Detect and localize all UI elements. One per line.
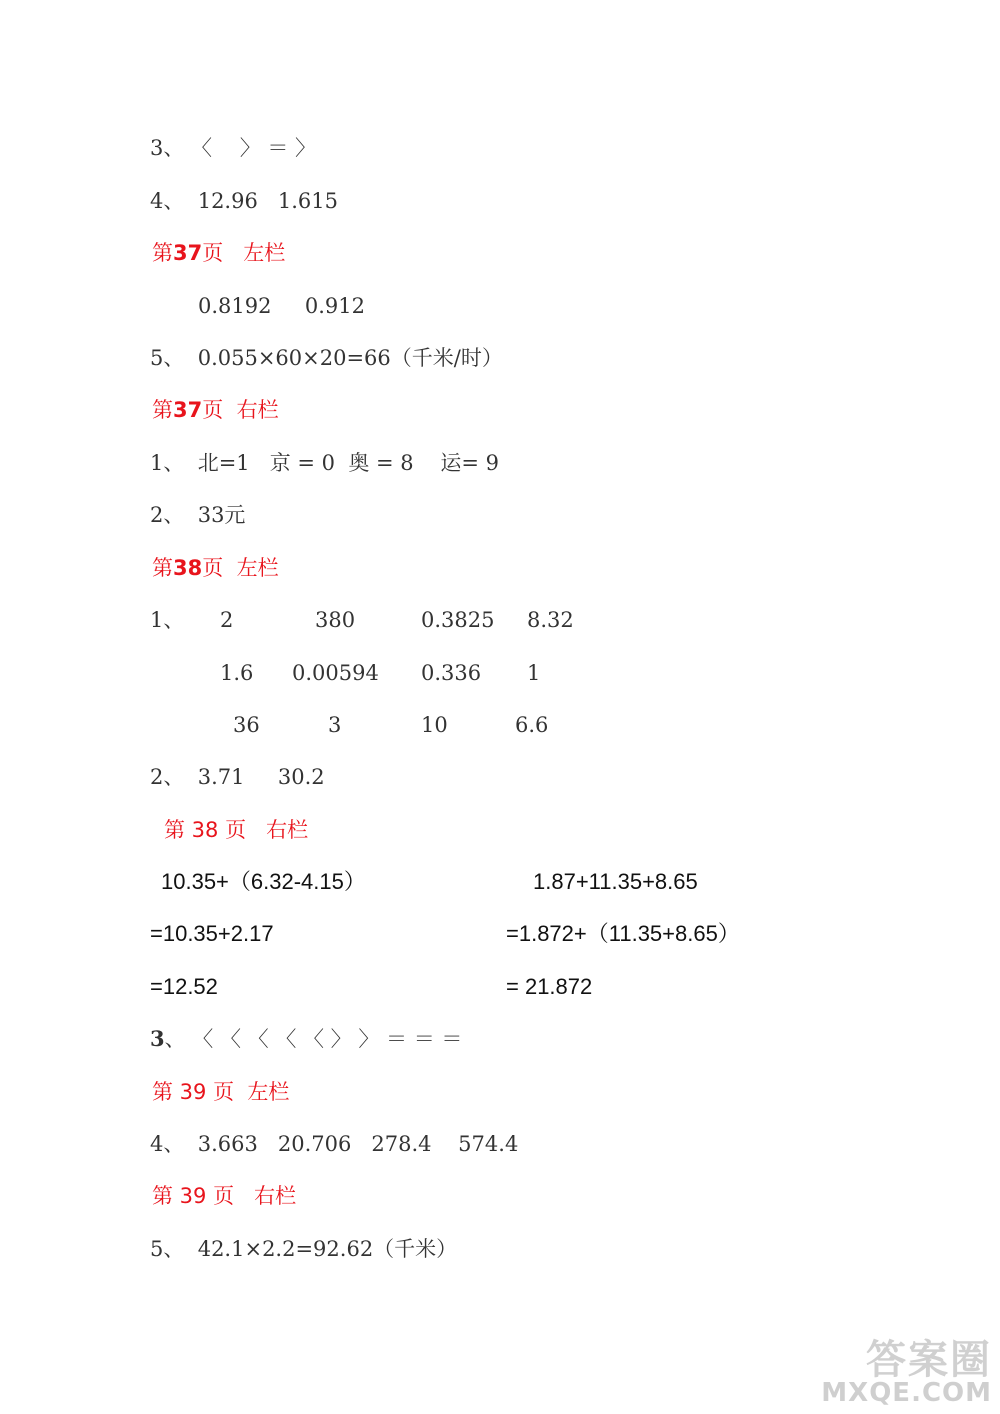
- answer-value: 36: [233, 713, 260, 737]
- answer-value: 1: [527, 661, 541, 685]
- answer-line: 1、 北=1 京 = 0 奥 = 8 运= 9: [150, 451, 499, 475]
- calc-step: 10.35+（6.32-4.15）: [161, 869, 366, 894]
- answer-value: 8.32: [527, 608, 574, 632]
- section-heading: 第37页 左栏: [152, 241, 286, 265]
- answer-line: 5、 0.055×60×20=66（千米/时）: [150, 346, 503, 370]
- watermark-title: 答案圈: [866, 1337, 992, 1383]
- calc-step: =1.872+（11.35+8.65）: [506, 921, 740, 946]
- answer-line: 3、 〈 〈 〈 〈 〈 〉 〉 ＝ ＝ ＝: [150, 1026, 463, 1051]
- answer-value: 0.00594: [292, 661, 379, 685]
- calc-step: =12.52: [150, 974, 218, 999]
- section-heading: 第 39 页 右栏: [152, 1184, 297, 1208]
- calc-step: =10.35+2.17: [150, 921, 274, 946]
- answer-line: 3、 〈 〉 ＝ 〉: [150, 136, 317, 160]
- answer-value: 0.3825: [421, 608, 495, 632]
- answer-value: 10: [421, 713, 448, 737]
- section-heading: 第38页 左栏: [152, 556, 279, 580]
- answer-line: 0.8192 0.912: [198, 294, 365, 318]
- watermark-logo: [812, 1328, 992, 1408]
- watermark-url: MXQE.COM: [821, 1378, 992, 1408]
- answer-line: 5、 42.1×2.2=92.62（千米）: [150, 1237, 458, 1261]
- answer-value: 3: [328, 713, 342, 737]
- calc-step: 1.87+11.35+8.65: [533, 869, 698, 894]
- answer-line: 4、 3.663 20.706 278.4 574.4: [150, 1132, 519, 1156]
- answer-value: 6.6: [515, 713, 549, 737]
- section-heading: 第 38 页 右栏: [164, 818, 309, 842]
- answer-line: 2、 33元: [150, 503, 246, 527]
- answer-label: 1、: [150, 608, 185, 632]
- answer-value: 0.336: [421, 661, 482, 685]
- answer-line: 2、 3.71 30.2: [150, 765, 325, 789]
- calc-step: = 21.872: [506, 974, 593, 999]
- answer-value: 1.6: [220, 661, 254, 685]
- answer-value: 380: [315, 608, 356, 632]
- answer-value: 2: [220, 608, 234, 632]
- section-heading: 第 39 页 左栏: [152, 1080, 290, 1104]
- answer-line: 4、 12.96 1.615: [150, 189, 338, 213]
- section-heading: 第37页 右栏: [152, 398, 279, 422]
